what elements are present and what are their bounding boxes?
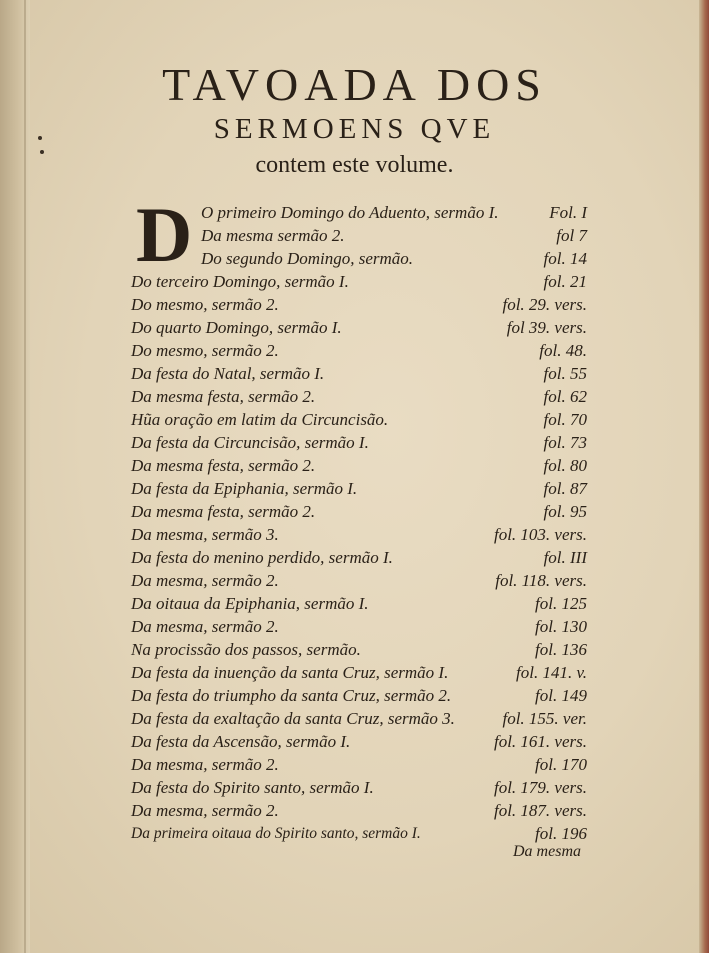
- toc-entry: Da mesma sermão 2.: [201, 226, 345, 245]
- toc-entry: Do segundo Domingo, sermão.: [201, 249, 414, 268]
- drop-cap: D: [136, 191, 193, 278]
- toc-entry: Da festa da Circuncisão, sermão I.: [131, 433, 369, 452]
- catchword: Da mesma: [513, 843, 581, 860]
- toc-folio: fol. 170: [535, 755, 587, 774]
- toc-entry: Da primeira oitaua do Spirito santo, sermão I.: [131, 825, 421, 842]
- toc-entry: Da mesma, sermão 2.: [131, 755, 279, 774]
- toc-entry: Do terceiro Domingo, sermão I.: [131, 272, 349, 291]
- toc-entry: Do mesmo, sermão 2.: [131, 341, 279, 360]
- toc-entry: Da festa do menino perdido, sermão I.: [131, 548, 393, 567]
- toc-folio: fol. 21: [543, 272, 587, 291]
- toc-folio: fol. 196: [535, 824, 587, 843]
- toc-folio: fol. 87: [543, 479, 587, 498]
- toc-entry: Da festa do triumpho da santa Cruz, sermão 2.: [131, 686, 452, 705]
- toc-entry: Do quarto Domingo, sermão I.: [131, 318, 342, 337]
- toc-folio: fol. 141. v.: [516, 663, 587, 682]
- toc-folio: Fol. I: [549, 203, 587, 222]
- toc-entry: Da festa da Ascensão, sermão I.: [131, 732, 351, 751]
- toc-folio: fol. 161. vers.: [493, 732, 587, 751]
- toc-entry: Da festa da exaltação da santa Cruz, sermão 3.: [131, 709, 455, 728]
- toc-entry: Da mesma festa, sermão 2.: [131, 456, 316, 475]
- toc-entry: Da festa da Epiphania, sermão I.: [131, 479, 358, 498]
- toc-entry: Do mesmo, sermão 2.: [131, 295, 279, 314]
- toc-entry: Da festa do Spirito santo, sermão I.: [131, 778, 374, 797]
- page-subtitle: SERMOENS QVE: [213, 113, 496, 145]
- page-title: TAVOADA DOS: [162, 59, 547, 110]
- toc-entry: Da oitaua da Epiphania, sermão I.: [131, 594, 369, 613]
- toc-folio: fol. 187. vers.: [493, 801, 587, 820]
- toc-folio: fol. 48.: [539, 341, 587, 360]
- toc-folio: fol. 29. vers.: [502, 295, 587, 314]
- toc-folio: fol. 55: [543, 364, 587, 383]
- toc-folio: fol 39. vers.: [506, 318, 587, 337]
- toc-folio: fol. 155. ver.: [502, 709, 587, 728]
- toc-folio: fol. 130: [535, 617, 587, 636]
- toc-folio: fol. 70: [543, 410, 587, 429]
- toc-folio: fol. 136: [535, 640, 587, 659]
- toc-folio: fol. 179. vers.: [493, 778, 587, 797]
- toc-entry: Na procissão dos passos, sermão.: [131, 640, 361, 659]
- toc-entry: Da mesma, sermão 2.: [131, 617, 279, 636]
- toc-folio: fol. 103. vers.: [493, 525, 587, 544]
- toc-entry: Da mesma festa, sermão 2.: [131, 387, 316, 406]
- toc-folio: fol. 62: [543, 387, 587, 406]
- toc-folio: fol. 95: [543, 502, 587, 521]
- toc-folio: fol 7: [556, 226, 587, 245]
- toc-folio: fol. III: [543, 548, 587, 567]
- toc-entry: Da mesma, sermão 3.: [131, 525, 279, 544]
- toc-folio: fol. 118. vers.: [495, 571, 587, 590]
- toc-folio: fol. 73: [543, 433, 587, 452]
- toc-entry: Da mesma, sermão 2.: [131, 571, 279, 590]
- toc-entry: Da mesma festa, sermão 2.: [131, 502, 316, 521]
- toc-entry: Da festa da inuenção da santa Cruz, sermão I.: [131, 663, 449, 682]
- toc-entry: Da mesma, sermão 2.: [131, 801, 279, 820]
- toc-folio: fol. 125: [535, 594, 587, 613]
- toc-entry: Hũa oração em latim da Circuncisão.: [131, 410, 389, 429]
- toc-entry: Da festa do Natal, sermão I.: [131, 364, 325, 383]
- toc-entry: O primeiro Domingo do Aduento, sermão I.: [201, 203, 499, 222]
- toc-folio: fol. 149: [535, 686, 587, 705]
- toc-folio: fol. 80: [543, 456, 587, 475]
- page-subtitle-line: contem este volume.: [255, 152, 454, 178]
- toc-folio: fol. 14: [543, 249, 587, 268]
